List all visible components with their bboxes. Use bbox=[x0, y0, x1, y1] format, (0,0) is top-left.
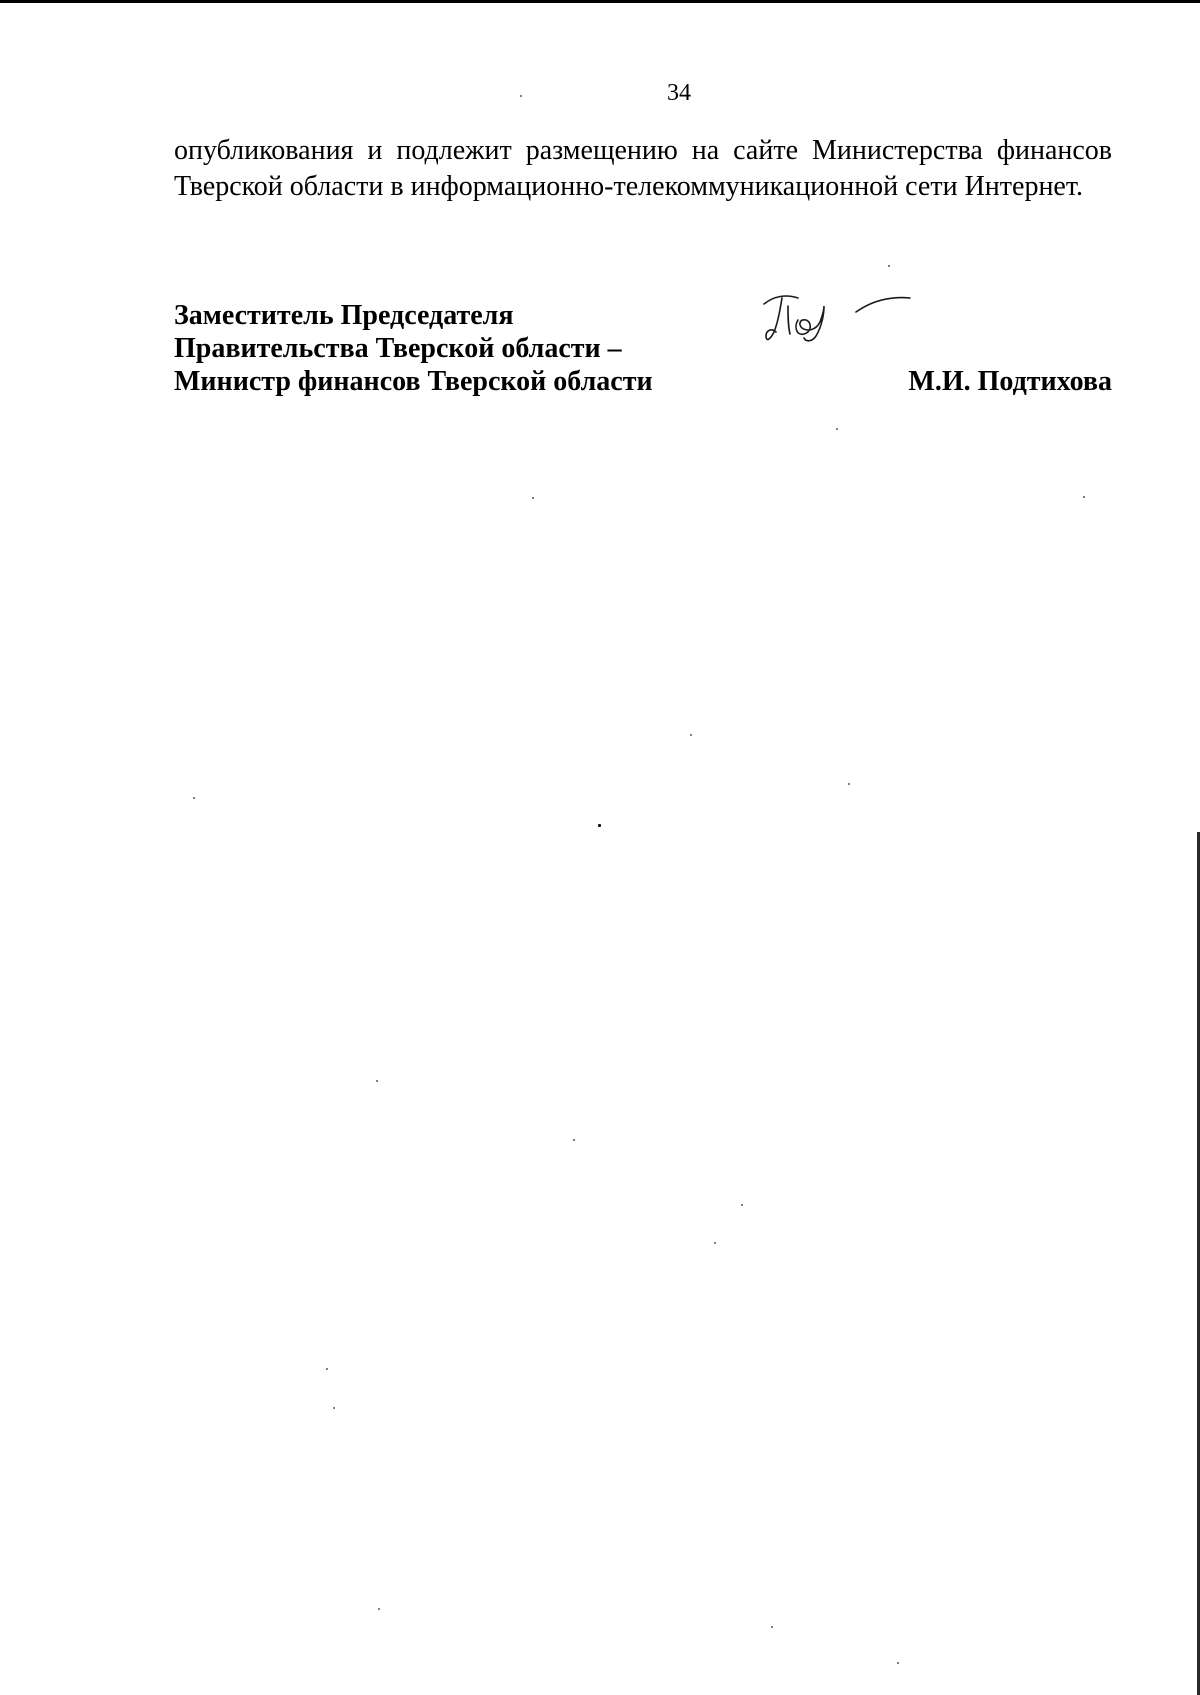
signatory-name: М.И. Подтихова bbox=[908, 366, 1112, 397]
body-line: Тверской области в информационно-телекоммуникационной сети Интернет. bbox=[174, 171, 1083, 202]
scan-speck bbox=[193, 797, 195, 799]
scan-speck bbox=[376, 1080, 378, 1082]
scan-speck bbox=[378, 1608, 380, 1610]
scan-speck bbox=[573, 1139, 575, 1141]
scan-speck bbox=[1083, 496, 1085, 498]
handwritten-signature bbox=[760, 292, 920, 362]
signatory-position-line: Правительства Тверской области – bbox=[174, 333, 622, 364]
body-paragraph bbox=[174, 133, 1112, 205]
body-line: опубликования и подлежит размещению на сайте Министерства финансов bbox=[174, 135, 1112, 166]
scan-speck bbox=[690, 734, 692, 736]
scan-speck bbox=[836, 428, 838, 430]
signatory-position-line: Министр финансов Тверской области bbox=[174, 366, 653, 397]
page-number: 34 bbox=[667, 80, 691, 106]
scan-speck bbox=[598, 824, 601, 827]
scan-speck bbox=[888, 265, 890, 267]
scan-speck bbox=[326, 1368, 328, 1370]
scan-speck bbox=[532, 497, 534, 499]
signatory-position bbox=[174, 299, 694, 398]
scan-speck bbox=[333, 1407, 335, 1409]
signatory-position-line: Заместитель Председателя bbox=[174, 300, 514, 331]
scan-speck bbox=[848, 783, 850, 785]
scan-speck bbox=[741, 1204, 743, 1206]
scan-speck bbox=[520, 95, 522, 97]
scan-speck bbox=[714, 1242, 716, 1244]
page-top-border bbox=[0, 0, 1200, 3]
scan-speck bbox=[897, 1662, 899, 1664]
scan-speck bbox=[771, 1626, 773, 1628]
